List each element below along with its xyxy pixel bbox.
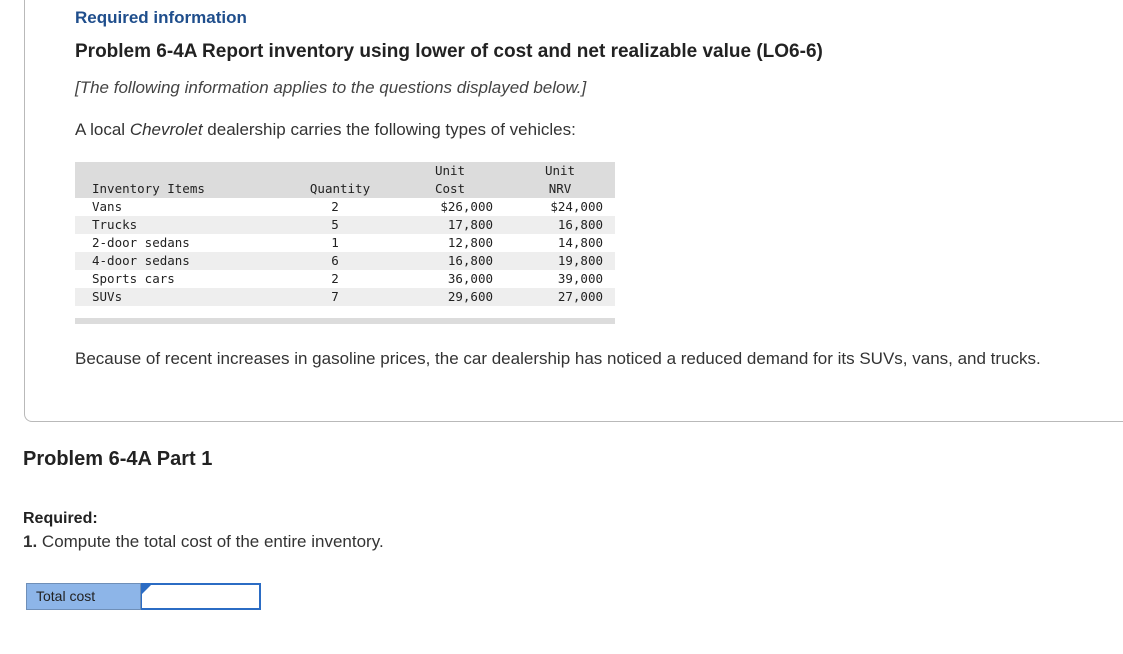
row-unit-nrv: $24,000 — [550, 199, 603, 214]
table-row — [75, 198, 615, 216]
row-unit-cost: 36,000 — [447, 271, 493, 286]
intro-brand: Chevrolet — [129, 120, 203, 139]
part-title: Problem 6-4A Part 1 — [23, 448, 213, 470]
row-unit-nrv: 19,800 — [557, 253, 603, 268]
header-unit-cost-line1: Unit — [434, 163, 466, 178]
table-header — [75, 162, 615, 198]
row-unit-nrv: 39,000 — [557, 271, 603, 286]
demand-note: Because of recent increases in gasoline prices, the car dealership has noticed a reduced demand for its SUVs, vans, and trucks. — [75, 349, 1041, 368]
info-note: [The following information applies to the questions displayed below.] — [75, 78, 587, 97]
row-unit-nrv: 16,800 — [557, 217, 603, 232]
table-footer-bar — [75, 318, 615, 324]
header-inventory-items: Inventory Items — [92, 181, 205, 196]
total-cost-label: Total cost — [26, 583, 141, 610]
row-item: Sports cars — [92, 271, 175, 286]
header-unit-nrv-line2: NRV — [548, 181, 572, 196]
header-unit-nrv — [515, 162, 605, 198]
header-unit-nrv-line1: Unit — [544, 163, 576, 178]
total-cost-input[interactable] — [142, 585, 259, 608]
table-row — [75, 270, 615, 288]
inventory-table — [75, 162, 615, 324]
table-row — [75, 216, 615, 234]
row-item: Trucks — [92, 217, 138, 232]
problem-title: Problem 6-4A Report inventory using lower of cost and net realizable value (LO6-6) — [75, 41, 823, 62]
row-item: Vans — [92, 199, 123, 214]
flag-marker-icon — [142, 585, 151, 594]
row-unit-cost: 12,800 — [447, 235, 493, 250]
row-quantity: 2 — [331, 271, 339, 286]
row-quantity: 2 — [331, 199, 339, 214]
row-item: 2-door sedans — [92, 235, 190, 250]
answer-row — [26, 583, 261, 610]
table-row — [75, 288, 615, 306]
row-quantity: 6 — [331, 253, 339, 268]
row-quantity: 1 — [331, 235, 339, 250]
row-unit-cost: 17,800 — [447, 217, 493, 232]
required-info-heading: Required information — [75, 8, 247, 27]
table-row — [75, 252, 615, 270]
row-unit-nrv: 14,800 — [557, 235, 603, 250]
row-unit-cost: $26,000 — [440, 199, 493, 214]
intro-text — [75, 120, 576, 140]
header-unit-cost — [405, 162, 495, 198]
row-quantity: 5 — [331, 217, 339, 232]
required-label: Required: — [23, 510, 98, 527]
row-unit-nrv: 27,000 — [557, 289, 603, 304]
intro-before: A local — [75, 120, 130, 139]
question-text — [23, 532, 384, 552]
total-cost-field-wrapper — [141, 583, 261, 610]
question-number: 1. — [23, 532, 38, 551]
row-unit-cost: 16,800 — [447, 253, 493, 268]
row-item: 4-door sedans — [92, 253, 190, 268]
row-quantity: 7 — [331, 289, 339, 304]
row-unit-cost: 29,600 — [447, 289, 493, 304]
header-unit-cost-line2: Cost — [434, 181, 466, 196]
intro-after: dealership carries the following types of vehicles: — [202, 120, 576, 139]
row-item: SUVs — [92, 289, 123, 304]
question-body: Compute the total cost of the entire inventory. — [37, 532, 384, 551]
table-row — [75, 234, 615, 252]
header-quantity: Quantity — [309, 181, 371, 196]
